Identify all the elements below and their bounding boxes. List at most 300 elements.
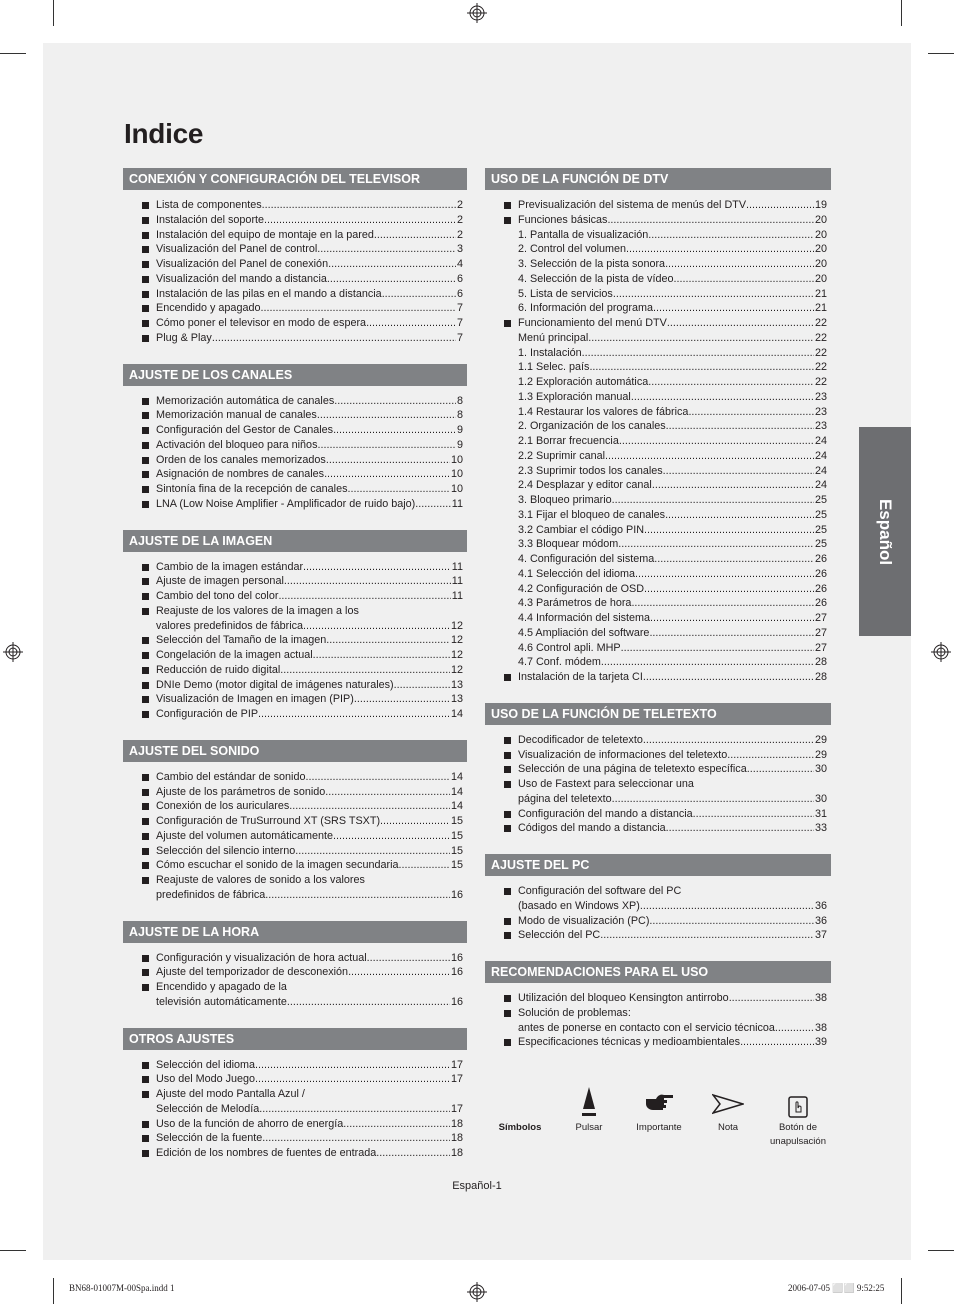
toc-entry-text: Selección de Melodía: [156, 1102, 260, 1115]
dot-leader: [640, 899, 814, 914]
toc-section: [123, 364, 467, 512]
toc-entry-text: Cambio del tono del color: [156, 590, 279, 602]
bullet-square-icon: [504, 918, 511, 925]
dot-leader: [317, 408, 456, 423]
dot-leader: [666, 821, 814, 836]
toc-entry-text: Uso de Fastext para seleccionar una: [518, 778, 694, 790]
toc-entry-page: 30: [814, 763, 827, 776]
toc-entry[interactable]: [123, 995, 467, 1010]
toc-entry-text: página del teletexto: [518, 792, 612, 805]
section-items: [123, 552, 467, 722]
toc-entry[interactable]: [123, 589, 467, 604]
toc-entry-text: Funcionamiento del menú DTV: [518, 317, 667, 329]
toc-entry[interactable]: [123, 287, 467, 302]
bullet-square-icon: [142, 637, 149, 644]
toc-entry-page: 29: [814, 733, 827, 746]
dot-leader: [303, 560, 451, 575]
toc-entry-page: 18: [450, 1132, 463, 1145]
toc-entry-text: Selección de una página de teletexto específica: [518, 763, 747, 776]
toc-entry-text: Cambio del estándar de sonido: [156, 770, 306, 783]
toc-entry-page: 21: [814, 302, 827, 315]
dot-leader: [289, 799, 450, 814]
toc-entry[interactable]: [123, 497, 467, 512]
toc-entry[interactable]: [485, 807, 831, 822]
section-items: [123, 190, 467, 346]
dot-leader: [317, 438, 456, 453]
toc-entry-page: 22: [814, 317, 827, 329]
dot-leader: [727, 748, 814, 763]
section-items: [485, 190, 831, 685]
toc-entry-page: 23: [814, 390, 827, 403]
dot-leader: [328, 257, 456, 272]
dot-leader: [650, 611, 814, 626]
toc-entry-text: 3.1 Fijar el bloqueo de canales: [518, 508, 666, 521]
dot-leader: [255, 1072, 450, 1087]
dot-leader: [729, 991, 814, 1006]
toc-entry[interactable]: [123, 770, 467, 785]
dot-leader: [746, 198, 814, 213]
bullet-square-icon: [504, 674, 511, 681]
symbol-one-touch-label-2: unapulsación: [770, 1136, 826, 1147]
toc-entry-page: 28: [814, 671, 827, 683]
toc-entry-text: (basado en Windows XP): [518, 899, 640, 912]
bullet-square-icon: [142, 320, 149, 327]
toc-entry-text: Memorización automática de canales: [156, 394, 335, 407]
toc-entry-page: 17: [450, 1102, 463, 1115]
pointing-hand-icon: [643, 1085, 675, 1121]
section-heading: USO DE LA FUNCIÓN DE DTV: [485, 168, 831, 190]
toc-entry-page: 2: [456, 199, 463, 211]
dot-leader: [635, 567, 814, 582]
toc-entry-page: 7: [456, 317, 463, 329]
toc-entry-text: 1.4 Restaurar los valores de fábrica: [518, 405, 689, 418]
toc-entry-text: Instalación del soporte: [156, 213, 265, 226]
toc-entry[interactable]: [123, 467, 467, 482]
bullet-square-icon: [142, 427, 149, 434]
toc-entry[interactable]: [485, 508, 831, 523]
toc-entry[interactable]: [485, 748, 831, 763]
toc-entry-text: 3.3 Bloquear módom: [518, 538, 619, 551]
toc-entry-text: Decodificador de teletexto: [518, 733, 643, 746]
toc-entry[interactable]: [485, 287, 831, 302]
toc-entry-page: 14: [450, 770, 463, 783]
dot-leader: [631, 390, 814, 405]
toc-entry[interactable]: [123, 438, 467, 453]
toc-entry[interactable]: [485, 228, 831, 243]
toc-entry[interactable]: [485, 626, 831, 641]
toc-entry-text: 4.2 Configuración de OSD: [518, 582, 645, 595]
symbol-one-touch: [763, 1085, 833, 1149]
bullet-square-icon: [142, 202, 149, 209]
toc-entry[interactable]: [485, 582, 831, 597]
toc-entry[interactable]: [485, 346, 831, 361]
toc-entry-page: 16: [450, 888, 463, 901]
toc-entry-text: 1. Pantalla de visualización: [518, 228, 649, 241]
toc-entry-page: 8: [456, 394, 463, 407]
toc-entry-text: 5. Lista de servicios: [518, 287, 613, 300]
toc-entry[interactable]: [123, 242, 467, 257]
toc-entry[interactable]: [123, 633, 467, 648]
toc-entry-text: 4.7 Conf. módem: [518, 656, 601, 669]
dot-leader: [653, 301, 814, 316]
dot-leader: [354, 692, 450, 707]
toc-entry[interactable]: [485, 1021, 831, 1036]
bullet-square-icon: [142, 848, 149, 855]
toc-entry[interactable]: [123, 1072, 467, 1087]
dot-leader: [333, 829, 450, 844]
dot-leader: [673, 272, 814, 287]
toc-entry[interactable]: [123, 888, 467, 903]
toc-entry[interactable]: [485, 655, 831, 670]
dot-leader: [324, 467, 450, 482]
bullet-square-icon: [504, 995, 511, 1002]
toc-entry[interactable]: [123, 814, 467, 829]
dot-leader: [334, 394, 456, 409]
toc-entry[interactable]: [123, 560, 467, 575]
bullet-square-icon: [142, 667, 149, 674]
toc-entry-page: 10: [450, 483, 463, 495]
bullet-square-icon: [504, 766, 511, 773]
dot-leader: [589, 360, 814, 375]
bullet-square-icon: [142, 833, 149, 840]
toc-entry-text: Modo de visualización (PC): [518, 914, 650, 927]
toc-entry[interactable]: [485, 375, 831, 390]
toc-entry-line: [123, 604, 467, 619]
dot-leader: [376, 1146, 450, 1161]
toc-entry[interactable]: [485, 198, 831, 213]
toc-entry-text: Ajuste de imagen personal: [156, 575, 284, 588]
toc-entry[interactable]: [485, 641, 831, 656]
section-heading: AJUSTE DE LOS CANALES: [123, 364, 467, 386]
toc-entry-text: Solución de problemas:: [518, 1006, 631, 1019]
toc-entry-page: 2: [456, 213, 463, 226]
toc-entry-page: 26: [814, 553, 827, 565]
toc-entry[interactable]: [485, 301, 831, 316]
toc-entry[interactable]: [485, 390, 831, 405]
toc-entry-text: Configuración de PIP: [156, 708, 259, 720]
toc-entry-text: Ajuste del modo Pantalla Azul /: [156, 1088, 305, 1100]
toc-entry[interactable]: [485, 821, 831, 836]
toc-entry[interactable]: [485, 899, 831, 914]
toc-entry-text: Uso del Modo Juego: [156, 1073, 256, 1086]
toc-entry[interactable]: [123, 965, 467, 980]
toc-entry-text: Encendido y apagado: [156, 302, 261, 315]
toc-entry-text: 4.5 Ampliación del software: [518, 626, 650, 639]
dot-leader: [649, 914, 814, 929]
bullet-square-icon: [504, 932, 511, 939]
toc-entry-page: 22: [814, 346, 827, 359]
toc-entry-text: Instalación de la tarjeta CI: [518, 671, 643, 683]
toc-entry-text: Visualización del mando a distancia: [156, 272, 327, 285]
toc-entry-page: 22: [814, 331, 827, 344]
toc-entry[interactable]: [123, 951, 467, 966]
toc-entry-text: 2.3 Suprimir todos los canales: [518, 464, 663, 477]
toc-entry[interactable]: [123, 331, 467, 346]
toc-entry[interactable]: [485, 434, 831, 449]
toc-entry-page: 26: [814, 597, 827, 610]
toc-entry[interactable]: [485, 552, 831, 567]
bullet-square-icon: [142, 818, 149, 825]
dot-leader: [255, 1058, 450, 1073]
dot-leader: [259, 1102, 450, 1117]
page-number: Español-1: [452, 1180, 502, 1192]
toc-entry[interactable]: [485, 792, 831, 807]
toc-entry[interactable]: [123, 1146, 467, 1161]
bullet-square-icon: [142, 471, 149, 478]
toc-entry-text: 1.2 Exploración automática: [518, 376, 649, 388]
bullet-square-icon: [142, 217, 149, 224]
dot-leader: [649, 626, 814, 641]
bullet-square-icon: [142, 335, 149, 342]
right-column: [485, 168, 831, 1050]
toc-entry[interactable]: [485, 449, 831, 464]
toc-entry-page: 14: [450, 785, 463, 798]
toc-entry-text: Orden de los canales memorizados: [156, 453, 326, 466]
section-heading: AJUSTE DE LA HORA: [123, 921, 467, 943]
toc-entry[interactable]: [485, 567, 831, 582]
page-title: Indice: [124, 118, 204, 149]
toc-entry[interactable]: [123, 1131, 467, 1146]
toc-entry-text: Instalación de las pilas en el mando a distancia: [156, 287, 382, 300]
toc-entry[interactable]: [485, 1035, 831, 1050]
toc-entry-text: Selección del Tamaño de la imagen: [156, 634, 327, 647]
toc-entry[interactable]: [485, 316, 831, 331]
toc-entry[interactable]: [123, 707, 467, 722]
bullet-square-icon: [142, 652, 149, 659]
bullet-square-icon: [504, 825, 511, 832]
toc-entry[interactable]: [485, 733, 831, 748]
dot-leader: [367, 951, 450, 966]
dot-leader: [265, 888, 450, 903]
bullet-square-icon: [504, 1039, 511, 1046]
toc-entry-text: 2.4 Desplazar y editor canal: [518, 479, 652, 492]
toc-entry[interactable]: [123, 663, 467, 678]
bullet-square-icon: [504, 752, 511, 759]
toc-entry-page: 26: [814, 567, 827, 580]
dot-leader: [607, 213, 814, 228]
toc-entry[interactable]: [123, 1117, 467, 1132]
section-heading: CONEXIÓN Y CONFIGURACIÓN DEL TELEVISOR: [123, 168, 467, 190]
press-icon: [579, 1085, 599, 1121]
toc-entry[interactable]: [123, 228, 467, 243]
toc-entry-text: Activación del bloqueo para niños: [156, 438, 318, 451]
toc-entry[interactable]: [485, 419, 831, 434]
toc-entry[interactable]: [485, 611, 831, 626]
language-side-tab: [859, 427, 911, 636]
toc-entry[interactable]: [123, 844, 467, 859]
dot-leader: [747, 762, 814, 777]
bullet-square-icon: [142, 398, 149, 405]
crop-mark: [928, 53, 954, 54]
toc-entry-page: 2: [456, 228, 463, 241]
dot-leader: [667, 316, 814, 331]
toc-entry-line: [123, 980, 467, 995]
dot-leader: [398, 858, 450, 873]
symbols-label-block: [485, 1085, 555, 1135]
bullet-square-icon: [142, 955, 149, 962]
toc-entry-text: Configuración y visualización de hora actual: [156, 951, 367, 964]
dot-leader: [278, 589, 450, 604]
toc-entry[interactable]: [123, 799, 467, 814]
toc-entry[interactable]: [485, 523, 831, 538]
toc-section: [485, 854, 831, 943]
arrow-note-icon: [712, 1085, 744, 1121]
toc-entry[interactable]: [123, 574, 467, 589]
toc-entry[interactable]: [123, 423, 467, 438]
section-items: [123, 943, 467, 1010]
toc-entry[interactable]: [485, 670, 831, 685]
toc-entry[interactable]: [123, 1102, 467, 1117]
toc-entry[interactable]: [485, 272, 831, 287]
dot-leader: [600, 928, 814, 943]
toc-entry-page: 11: [451, 575, 463, 588]
toc-entry-text: Menú principal: [518, 331, 589, 344]
toc-entry[interactable]: [485, 478, 831, 493]
toc-entry-text: 4.3 Parámetros de hora: [518, 597, 632, 610]
toc-entry[interactable]: [123, 1058, 467, 1073]
language-side-tab-label: Español: [876, 498, 895, 565]
toc-entry[interactable]: [123, 619, 467, 634]
toc-entry-page: 10: [450, 453, 463, 466]
toc-entry-page: 31: [814, 807, 827, 820]
toc-entry[interactable]: [123, 272, 467, 287]
toc-entry-page: 9: [456, 424, 463, 436]
toc-entry-text: Especificaciones técnicas y medioambientales: [518, 1036, 741, 1049]
toc-entry[interactable]: [123, 301, 467, 316]
toc-entry-text: Selección de la fuente: [156, 1132, 263, 1145]
toc-section: [123, 530, 467, 722]
toc-entry[interactable]: [485, 596, 831, 611]
toc-entry[interactable]: [123, 785, 467, 800]
toc-entry[interactable]: [123, 678, 467, 693]
bullet-square-icon: [142, 1121, 149, 1128]
toc-entry-text: Congelación de la imagen actual: [156, 649, 313, 661]
toc-entry[interactable]: [123, 829, 467, 844]
toc-entry[interactable]: [485, 331, 831, 346]
toc-entry-page: 15: [450, 859, 463, 872]
bullet-square-icon: [142, 232, 149, 239]
section-items: [123, 1050, 467, 1161]
toc-entry[interactable]: [123, 692, 467, 707]
toc-entry-text: Ajuste del volumen automáticamente: [156, 829, 334, 842]
toc-section: [123, 921, 467, 1010]
toc-entry[interactable]: [123, 394, 467, 409]
section-items: [485, 876, 831, 943]
bullet-square-icon: [142, 789, 149, 796]
toc-entry[interactable]: [123, 453, 467, 468]
toc-entry-page: 3: [456, 243, 463, 256]
toc-entry[interactable]: [123, 648, 467, 663]
toc-entry[interactable]: [123, 482, 467, 497]
toc-entry[interactable]: [485, 991, 831, 1006]
toc-entry-text: Reajuste de los valores de la imagen a los: [156, 604, 359, 617]
dot-leader: [605, 449, 814, 464]
dot-leader: [295, 844, 450, 859]
dot-leader: [631, 596, 814, 611]
symbol-important: [629, 1085, 689, 1135]
toc-entry-text: Edición de los nombres de fuentes de entrada: [156, 1147, 377, 1159]
toc-entry[interactable]: [485, 405, 831, 420]
bullet-square-icon: [142, 305, 149, 312]
toc-entry-page: 16: [450, 995, 463, 1008]
left-column: [123, 168, 467, 1161]
toc-entry-text: Utilización del bloqueo Kensington antirrobo: [518, 992, 729, 1004]
toc-entry-page: 12: [450, 649, 463, 661]
toc-entry-page: 39: [814, 1036, 827, 1049]
toc-entry[interactable]: [485, 493, 831, 508]
toc-entry-page: 13: [450, 693, 463, 706]
toc-entry[interactable]: [485, 242, 831, 257]
dot-leader: [663, 464, 814, 479]
toc-entry[interactable]: [123, 408, 467, 423]
toc-entry[interactable]: [123, 257, 467, 272]
toc-entry[interactable]: [485, 213, 831, 228]
toc-entry-page: 25: [814, 494, 827, 506]
toc-entry-text: Reajuste de valores de sonido a los valores: [156, 874, 365, 886]
toc-entry-page: 10: [450, 468, 463, 481]
toc-entry[interactable]: [485, 360, 831, 375]
toc-entry-page: 12: [450, 634, 463, 647]
toc-entry-page: 15: [450, 844, 463, 857]
bullet-square-icon: [142, 682, 149, 689]
section-heading: AJUSTE DEL PC: [485, 854, 831, 876]
toc-entry[interactable]: [485, 928, 831, 943]
toc-entry-text: Códigos del mando a distancia: [518, 822, 666, 835]
bullet-square-icon: [142, 1062, 149, 1069]
toc-entry-page: 24: [814, 479, 827, 492]
dot-leader: [284, 574, 451, 589]
toc-entry[interactable]: [485, 257, 831, 272]
bullet-square-icon: [504, 217, 511, 224]
toc-entry-text: Funciones básicas: [518, 213, 608, 226]
toc-entry[interactable]: [123, 198, 467, 213]
toc-entry-page: 33: [814, 822, 827, 835]
toc-entry-page: 12: [450, 619, 463, 632]
toc-entry[interactable]: [485, 914, 831, 929]
toc-entry[interactable]: [123, 858, 467, 873]
toc-entry[interactable]: [123, 213, 467, 228]
toc-entry[interactable]: [123, 316, 467, 331]
toc-entry-text: Previsualización del sistema de menús del DTV: [518, 199, 747, 211]
toc-entry-page: 25: [814, 523, 827, 536]
dot-leader: [619, 434, 814, 449]
toc-entry[interactable]: [485, 762, 831, 777]
symbol-note: [703, 1085, 753, 1135]
toc-entry-text: Cómo poner el televisor en modo de espera: [156, 317, 367, 329]
toc-entry-text: antes de ponerse en contacto con el servicio técnicoa: [518, 1021, 775, 1034]
toc-entry-text: 1.1 Selec. país: [518, 361, 590, 374]
toc-entry-text: 2.1 Borrar frecuencia: [518, 435, 619, 447]
toc-entry-text: Visualización de informaciones del teletexto: [518, 748, 728, 761]
toc-entry-text: 4.6 Control apli. MHP: [518, 641, 621, 654]
toc-entry-text: Lista de componentes: [156, 199, 262, 211]
bullet-square-icon: [504, 888, 511, 895]
bullet-square-icon: [142, 442, 149, 449]
symbols-label: Símbolos: [498, 1122, 542, 1133]
dot-leader: [347, 482, 450, 497]
toc-entry-text: valores predefinidos de fábrica: [156, 619, 304, 632]
bullet-square-icon: [504, 1010, 511, 1017]
dot-leader: [643, 733, 814, 748]
bullet-square-icon: [142, 578, 149, 585]
toc-entry[interactable]: [485, 537, 831, 552]
toc-entry-text: 2.2 Suprimir canal: [518, 449, 606, 462]
dot-leader: [212, 331, 456, 346]
toc-entry-text: Instalación del equipo de montaje en la pared: [156, 228, 374, 241]
toc-entry-page: 11: [451, 497, 463, 510]
dot-leader: [382, 287, 456, 302]
toc-entry[interactable]: [485, 464, 831, 479]
